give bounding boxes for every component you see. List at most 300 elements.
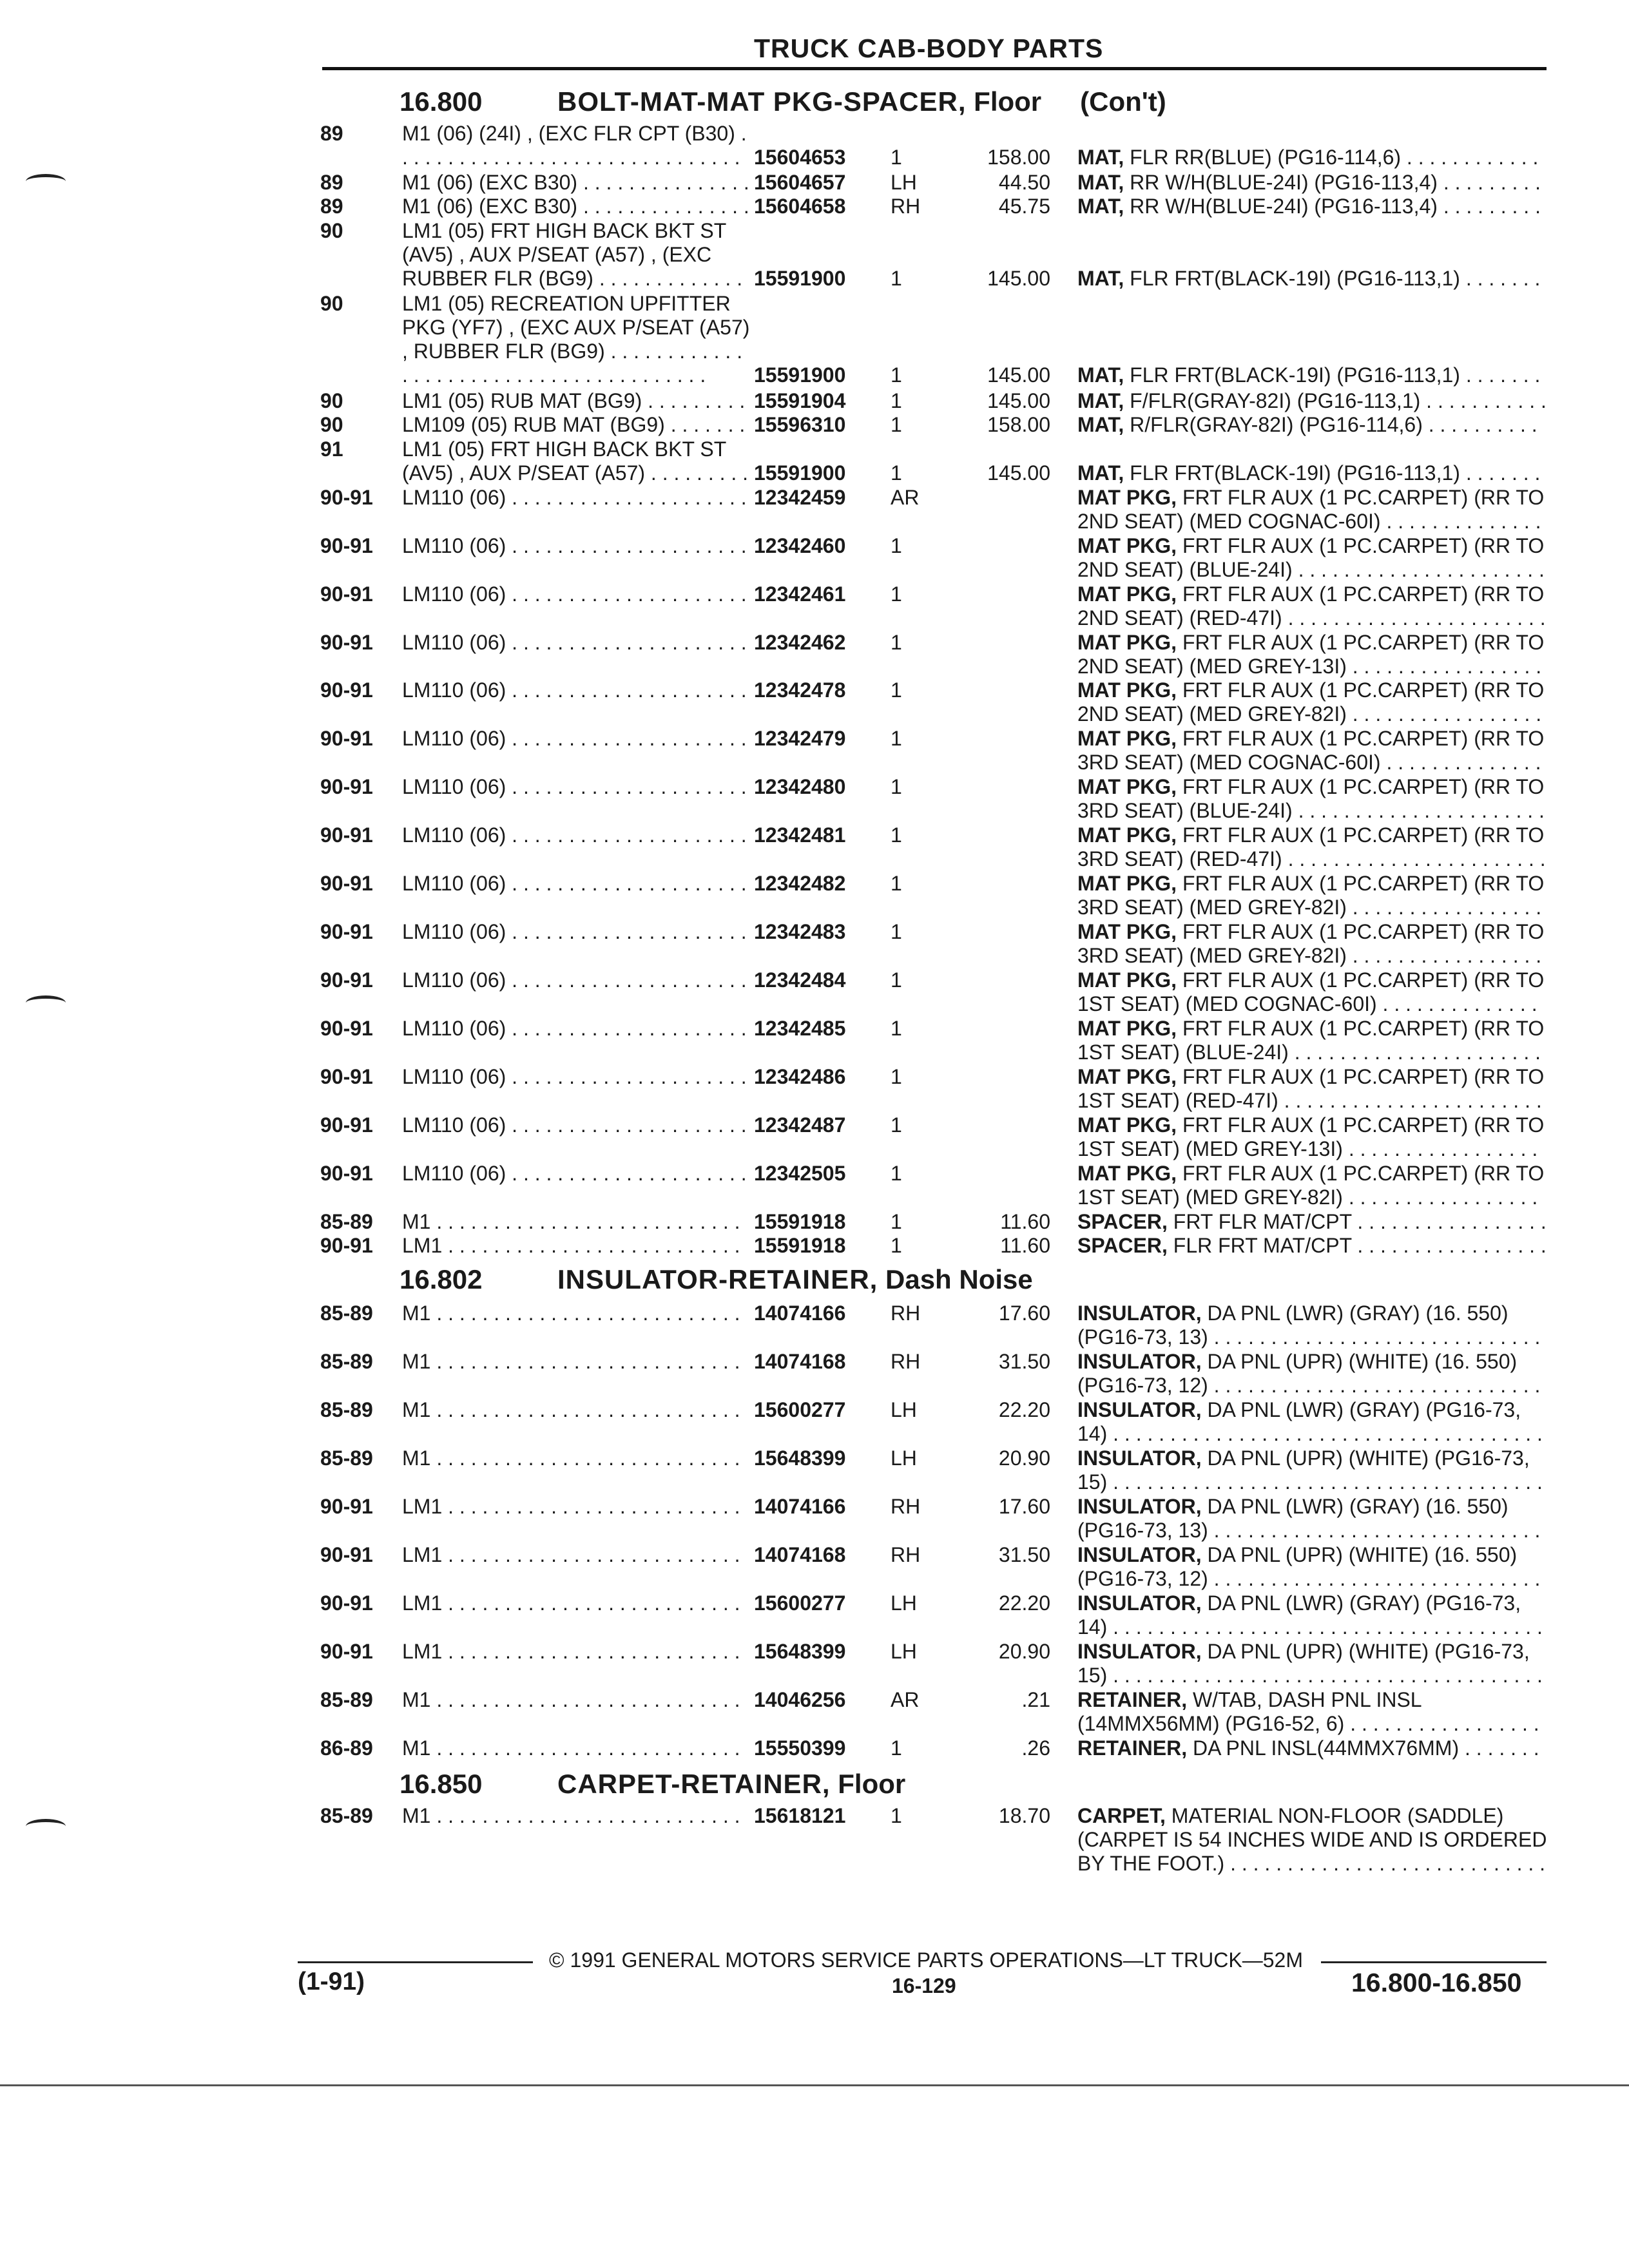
list-price: 11.60 [1000,1210,1050,1233]
leader-dots: . . . . . . . . . [648,389,746,412]
part-detail: DA PNL (UPR) (WHITE) (PG16-73, 15) [1077,1446,1530,1494]
part-number: 15591900 [754,267,846,290]
table-row [0,1446,1629,1494]
part-description [1077,1162,1548,1209]
table-row [0,1350,1629,1398]
model-application [402,631,750,655]
model-text: LM1 [402,1591,443,1615]
model-text: LM110 (06) [402,968,506,992]
model-year: 90-91 [320,1017,373,1040]
part-detail: FRT FLR AUX (1 PC.CARPET) (RR TO 1ST SEAT) (BLUE-24I) [1077,1017,1545,1064]
part-description [1077,461,1548,485]
part-detail: DA PNL (LWR) (GRAY) (16. 550) (PG16-73, 13) [1077,1302,1509,1349]
part-number: 12342483 [754,920,846,943]
table-row [0,1065,1629,1113]
model-year: 85-89 [320,1302,373,1325]
part-name: INSULATOR, [1077,1591,1202,1615]
part-detail: FRT FLR AUX (1 PC.CARPET) (RR TO 2ND SEAT) (MED GREY-82I) [1077,678,1545,726]
part-description [1077,1398,1548,1446]
part-name: SPACER, [1077,1234,1168,1257]
model-year: 90 [320,219,343,242]
leader-dots: . . . . . . . . . [1443,195,1541,218]
leader-dots: . . . . . . . . . . . . . . . . . . . . . [512,678,747,702]
quantity: 1 [891,413,902,436]
section-title [400,1769,905,1800]
part-detail: DA PNL (LWR) (GRAY) (PG16-73, 14) [1077,1398,1521,1445]
leader-dots: . . . . . . . . . . . . . . . . . [1352,655,1542,678]
leader-dots: . . . . . . . [1465,1736,1539,1760]
table-row [0,1234,1629,1258]
part-description [1077,267,1548,291]
model-text: LM1 [402,1495,443,1518]
model-application [402,122,750,169]
part-description [1077,727,1548,774]
leader-dots: . . . . . . . . . . . . . . . . . . . . . . . . . . . [436,1398,740,1421]
model-text: LM110 (06) [402,534,506,557]
part-detail: FLR FRT MAT/CPT [1173,1234,1352,1257]
part-detail: FRT FLR AUX (1 PC.CARPET) (RR TO 2ND SEAT) (BLUE-24I) [1077,534,1545,581]
part-description [1077,920,1548,968]
part-detail: DA PNL (UPR) (WHITE) (16. 550) (PG16-73, 12) [1077,1350,1518,1397]
quantity: LH [891,1591,917,1615]
quantity: RH [891,1302,921,1325]
model-application [402,195,750,218]
leader-dots: . . . . . . . . . . . . . . . . . . . . . [512,1017,747,1040]
list-price: 17.60 [998,1302,1050,1325]
model-year: 90-91 [320,678,373,702]
quantity: LH [891,1398,917,1421]
section-name: INSULATOR-RETAINER, [557,1264,878,1294]
part-description [1077,1350,1548,1398]
list-price: 158.00 [987,413,1050,436]
leader-dots: . . . . . . . . . . . . . . . . . . . . . . . . . . . . . [1213,1325,1541,1349]
list-price: 20.90 [998,1446,1050,1470]
model-year: 90-91 [320,1591,373,1615]
part-description [1077,968,1548,1016]
section-name: CARPET-RETAINER, [557,1769,831,1799]
quantity: 1 [891,823,902,847]
leader-dots: . . . . . . . . . . . . . . . . . . . . . [512,920,747,943]
quantity: LH [891,171,917,194]
quantity: 1 [891,1065,902,1088]
leader-dots: . . . . . . . . . . . . . . . . . [1348,1137,1538,1160]
part-number: 15591918 [754,1234,846,1257]
model-year: 85-89 [320,1210,373,1233]
model-year: 85-89 [320,1804,373,1827]
leader-dots: . . . . . . . . . . . . . . . . . . . . . . . [1287,847,1546,870]
leader-dots: . . . . . . . . . . . . . . . . . . . . . . . . . . [448,1495,740,1518]
leader-dots: . . . . . . . . . . . . . . . . . . . . . [512,1065,747,1088]
part-number: 15591900 [754,461,846,485]
header-rule [322,67,1547,70]
model-year: 90-91 [320,920,373,943]
leader-dots: . . . . . . . . . . . . . . . . . . . . . . . . . . [448,1234,740,1257]
table-row [0,1113,1629,1161]
model-year: 90-91 [320,1495,373,1518]
model-year: 89 [320,195,343,218]
part-detail: DA PNL INSL(44MMX76MM) [1192,1736,1460,1760]
model-year: 90-91 [320,1234,373,1257]
part-name: MAT PKG, [1077,775,1177,798]
quantity: RH [891,1543,921,1566]
part-description [1077,872,1548,919]
part-detail: FRT FLR AUX (1 PC.CARPET) (RR TO 3RD SEAT) (MED GREY-82I) [1077,920,1545,967]
leader-dots: . . . . . . . . . . . . . . [1386,751,1541,774]
part-description [1077,363,1548,387]
quantity: 1 [891,775,902,798]
part-number: 12342462 [754,631,846,654]
leader-dots: . . . . . . . . . . . . . . . . . . . . . [512,727,747,750]
part-name: MAT PKG, [1077,968,1177,992]
model-text: M1 (06) (EXC B30) [402,171,578,194]
part-description [1077,413,1548,437]
footer-date: (1-91) [298,1968,365,1995]
model-application [402,413,750,437]
list-price: 22.20 [998,1398,1050,1421]
section-continued-label: (Con't) [1080,86,1166,117]
part-name: CARPET, [1077,1804,1166,1827]
part-name: RETAINER, [1077,1688,1188,1711]
model-text: M1 [402,1736,431,1760]
part-detail: DA PNL (UPR) (WHITE) (16. 550) (PG16-73, 12) [1077,1543,1518,1590]
part-description [1077,582,1548,630]
model-application [402,1234,750,1258]
section-number: 16.850 [400,1769,483,1799]
model-year: 90-91 [320,1162,373,1185]
leader-dots: . . . . . . . . . . . . . . . [583,195,749,218]
part-description [1077,1446,1548,1494]
table-row [0,678,1629,726]
model-text: M1 [402,1446,431,1470]
part-detail: FRT FLR AUX (1 PC.CARPET) (RR TO 3RD SEAT) (RED-47I) [1077,823,1545,870]
model-text: M1 [402,1804,431,1827]
table-row [0,631,1629,678]
list-price: .21 [1021,1688,1050,1711]
leader-dots: . . . . . . . . . . . . . . . . . . . . . . . [1287,606,1546,629]
table-row [0,437,1629,485]
leader-dots: . . . . . . . . . . . . . . . . . . . . . . . . . . . . [1230,1852,1546,1875]
model-year: 90 [320,292,343,315]
leader-dots: . . . . . . . [670,413,746,436]
margin-mark [26,1819,66,1834]
leader-dots: . . . . . . . . . . . . . . . . . [1348,1186,1538,1209]
model-text: LM110 (06) [402,823,506,847]
leader-dots: . . . . . . . . . . . . . [599,267,743,290]
table-row [0,1302,1629,1349]
part-description [1077,1640,1548,1687]
leader-dots: . . . . . . . . . . . . . . . . . . . . . . [1298,799,1545,822]
model-text: M1 [402,1302,431,1325]
model-application [402,1688,750,1712]
leader-dots: . . . . . . . . . . . . . . . . . . . . . . . . . . . . . . . . . . . . . . [1113,1470,1543,1494]
model-year: 90-91 [320,534,373,557]
quantity: 1 [891,461,902,485]
list-price: 31.50 [998,1543,1050,1566]
leader-dots: . . . . . . . . . . . . . . . . . . . . . . . . . . . . . . . . . . . . . . [1113,1422,1543,1445]
part-detail: FRT FLR AUX (1 PC.CARPET) (RR TO 1ST SEAT) (MED GREY-13I) [1077,1113,1545,1160]
model-application [402,823,750,847]
list-price: 145.00 [987,267,1050,290]
model-year: 90 [320,413,343,436]
model-application [402,1591,750,1615]
part-description [1077,1804,1548,1876]
list-price: 31.50 [998,1350,1050,1373]
part-detail: FRT FLR AUX (1 PC.CARPET) (RR TO 1ST SEAT) (MED COGNAC-60I) [1077,968,1545,1015]
part-description [1077,1591,1548,1639]
table-row [0,775,1629,823]
leader-dots: . . . . . . . . . . . . . . . . . . . . . . . . . . [448,1640,740,1663]
quantity: 1 [891,1210,902,1233]
part-name: INSULATOR, [1077,1640,1202,1663]
part-name: MAT PKG, [1077,727,1177,750]
quantity: 1 [891,146,902,169]
list-price: 18.70 [998,1804,1050,1827]
part-number: 12342478 [754,678,846,702]
part-number: 12342482 [754,872,846,895]
quantity: 1 [891,389,902,412]
part-number: 12342486 [754,1065,846,1088]
list-price: 145.00 [987,389,1050,412]
section-subtitle: Floor [838,1769,906,1799]
table-row [0,1017,1629,1064]
leader-dots: . . . . . . . . . . . [1426,389,1547,412]
model-application [402,1398,750,1422]
section-number: 16.802 [400,1264,483,1294]
section-subtitle: Floor [974,86,1042,117]
leader-dots: . . . . . . . . . . . . . . . . . . . . . . . . . . . . . . . . . . . . . . [1113,1615,1543,1639]
leader-dots: . . . . . . . . . . . . . . . . . . . . . [512,823,747,847]
leader-dots: . . . . . . . [1465,363,1541,387]
part-description [1077,631,1548,678]
part-detail: RR W/H(BLUE-24I) (PG16-113,4) [1130,171,1438,194]
quantity: 1 [891,1804,902,1827]
leader-dots: . . . . . . . . . . . . . . . . . . . . . [512,872,747,895]
quantity: 1 [891,631,902,654]
leader-dots: . . . . . . . . . . . . . . . . . . . . . . . . . . . [436,1736,740,1760]
model-application [402,1350,750,1374]
part-name: MAT PKG, [1077,486,1177,509]
model-application [402,292,750,387]
part-name: MAT PKG, [1077,1113,1177,1137]
model-text: LM1 (05) RECREATION UPFITTER PKG (YF7) , (EXC AUX P/SEAT (A57) , RUBBER FLR (BG9) [402,292,750,363]
model-year: 90-91 [320,1543,373,1566]
quantity: RH [891,1350,921,1373]
part-number: 12342481 [754,823,846,847]
model-text: M1 [402,1350,431,1373]
part-detail: FLR FRT(BLACK-19I) (PG16-113,1) [1130,461,1460,485]
model-year: 85-89 [320,1688,373,1711]
list-price: 17.60 [998,1495,1050,1518]
model-application [402,1640,750,1664]
margin-mark [26,995,66,1010]
model-year: 86-89 [320,1736,373,1760]
quantity: 1 [891,582,902,606]
part-name: MAT PKG, [1077,1065,1177,1088]
table-row [0,968,1629,1016]
model-text: M1 (06) (EXC B30) [402,195,578,218]
model-application [402,678,750,702]
part-name: MAT PKG, [1077,1162,1177,1185]
list-price: 158.00 [987,146,1050,169]
leader-dots: . . . . . . . . . . . . . . . . . . . . . . . . . . . [436,1804,740,1827]
part-detail: R/FLR(GRAY-82I) (PG16-114,6) [1130,413,1423,436]
part-description [1077,534,1548,582]
table-row [0,171,1629,195]
model-application [402,389,750,413]
leader-dots: . . . . . . . . . . . . . . . [583,171,749,194]
part-name: INSULATOR, [1077,1398,1202,1421]
table-row [0,219,1629,291]
list-price: 45.75 [998,195,1050,218]
part-number: 12342485 [754,1017,846,1040]
model-year: 89 [320,122,343,145]
part-description [1077,486,1548,533]
part-number: 15596310 [754,413,846,436]
margin-mark [26,174,66,189]
model-application [402,775,750,799]
model-text: LM110 (06) [402,631,506,654]
part-number: 15591918 [754,1210,846,1233]
part-detail: FLR FRT(BLACK-19I) (PG16-113,1) [1130,267,1460,290]
table-row [0,534,1629,582]
leader-dots: . . . . . . . . . . . . . . . . . . . . . . . . . . . . . [1213,1519,1541,1542]
quantity: AR [891,486,920,509]
part-description [1077,1234,1548,1258]
table-row [0,1495,1629,1542]
leader-dots: . . . . . . . . . . . . . . . . . . . . . [512,1162,747,1185]
model-application [402,1017,750,1041]
model-text: LM109 (05) RUB MAT (BG9) [402,413,665,436]
part-description [1077,1210,1548,1234]
quantity: 1 [891,968,902,992]
model-application [402,486,750,510]
list-price: 22.20 [998,1591,1050,1615]
part-number: 12342461 [754,582,846,606]
model-text: LM110 (06) [402,872,506,895]
part-number: 14074166 [754,1495,846,1518]
part-description [1077,171,1548,195]
table-row [0,1640,1629,1687]
footer-copyright: © 1991 GENERAL MOTORS SERVICE PARTS OPERATIONS—LT TRUCK—52M [549,1948,1303,1972]
leader-dots: . . . . . . . . . . . . . . . . . [1352,896,1542,919]
part-name: MAT PKG, [1077,534,1177,557]
part-description [1077,823,1548,871]
part-number: 15600277 [754,1591,846,1615]
quantity: 1 [891,727,902,750]
scan-edge-line [0,2084,1629,2086]
leader-dots: . . . . . . . . . . . . . . [1382,992,1537,1015]
part-detail: RR W/H(BLUE-24I) (PG16-113,4) [1130,195,1438,218]
model-application [402,872,750,896]
model-application [402,437,750,485]
table-row [0,1591,1629,1639]
model-year: 90-91 [320,631,373,654]
page-header-title: TRUCK CAB-BODY PARTS [754,34,1104,63]
leader-dots: . . . . . . . . . . . . . . . . . . . . . . . . . . . [436,1350,740,1373]
part-detail: W/TAB, DASH PNL INSL (14MMX56MM) (PG16-52, 6) [1077,1688,1422,1735]
leader-dots: . . . . . . . . . . . . . . . . . . . . . [512,582,747,606]
part-name: MAT PKG, [1077,582,1177,606]
leader-dots: . . . . . . . . . . . . . . . . . . . . . . . . . . . . . . . [402,122,747,169]
model-year: 90-91 [320,775,373,798]
part-description [1077,389,1548,413]
model-year: 90-91 [320,1065,373,1088]
quantity: AR [891,1688,920,1711]
leader-dots: . . . . . . . [1465,461,1541,485]
model-year: 90-91 [320,1113,373,1137]
table-row [0,389,1629,413]
part-description [1077,146,1548,169]
leader-dots: . . . . . . . . . . . . . . . . . . . . . . . . . . . . . [1213,1374,1541,1397]
table-row [0,727,1629,774]
part-name: INSULATOR, [1077,1302,1202,1325]
part-name: MAT, [1077,461,1124,485]
leader-dots: . . . . . . . . . . . . . . . . . . . . . . . . . . . [436,1688,740,1711]
table-row [0,1210,1629,1234]
model-application [402,727,750,751]
table-row [0,1162,1629,1209]
part-description [1077,1543,1548,1591]
part-description [1077,775,1548,823]
leader-dots: . . . . . . . . . . [1428,413,1537,436]
part-detail: FLR RR(BLUE) (PG16-114,6) [1130,146,1402,169]
quantity: 1 [891,267,902,290]
model-text: LM110 (06) [402,775,506,798]
table-row [0,195,1629,218]
part-description [1077,1495,1548,1542]
part-number: 14074166 [754,1302,846,1325]
footer-page-number: 16-129 [892,1974,956,1997]
quantity: LH [891,1640,917,1663]
leader-dots: . . . . . . . . . . . . . . . . . . . . . . . [1284,1089,1542,1112]
part-detail: FRT FLR AUX (1 PC.CARPET) (RR TO 1ST SEAT) (RED-47I) [1077,1065,1545,1112]
model-text: LM110 (06) [402,1162,506,1185]
model-year: 90 [320,389,343,412]
model-application [402,1736,750,1760]
part-number: 12342487 [754,1113,846,1137]
quantity: RH [891,195,921,218]
part-detail: FRT FLR AUX (1 PC.CARPET) (RR TO 2ND SEAT) (MED COGNAC-60I) [1077,486,1545,533]
table-row [0,872,1629,919]
table-row [0,582,1629,630]
table-row [0,413,1629,437]
leader-dots: . . . . . . . . . . . . . . . . . . . . . . . . . . . . . . . . . . . . . . [1113,1664,1543,1687]
part-description [1077,1688,1548,1736]
leader-dots: . . . . . . . . . . . . . . . . . . . . . . . . . . . . . . . . . . . . . . . [402,340,743,387]
table-row [0,486,1629,533]
part-number: 15604658 [754,195,846,218]
model-application [402,1543,750,1567]
table-row [0,920,1629,968]
part-name: MAT, [1077,413,1124,436]
list-price: 44.50 [998,171,1050,194]
part-detail: DA PNL (LWR) (GRAY) (PG16-73, 14) [1077,1591,1521,1639]
part-name: MAT, [1077,195,1124,218]
part-detail: DA PNL (UPR) (WHITE) (PG16-73, 15) [1077,1640,1530,1687]
part-number: 14046256 [754,1688,846,1711]
model-year: 90-91 [320,823,373,847]
model-application [402,1302,750,1325]
leader-dots: . . . . . . . . . . . . . . . . . . . . . [512,968,747,992]
model-year: 90-91 [320,968,373,992]
quantity: 1 [891,1113,902,1137]
footer-rule-left [298,1961,533,1963]
model-application [402,1446,750,1470]
leader-dots: . . . . . . . . . [650,461,749,485]
part-number: 15591900 [754,363,846,387]
model-text: LM1 (05) FRT HIGH BACK BKT ST (AV5) , AUX P/SEAT (A57) , (EXC RUBBER FLR (BG9) [402,219,727,290]
quantity: 1 [891,1017,902,1040]
